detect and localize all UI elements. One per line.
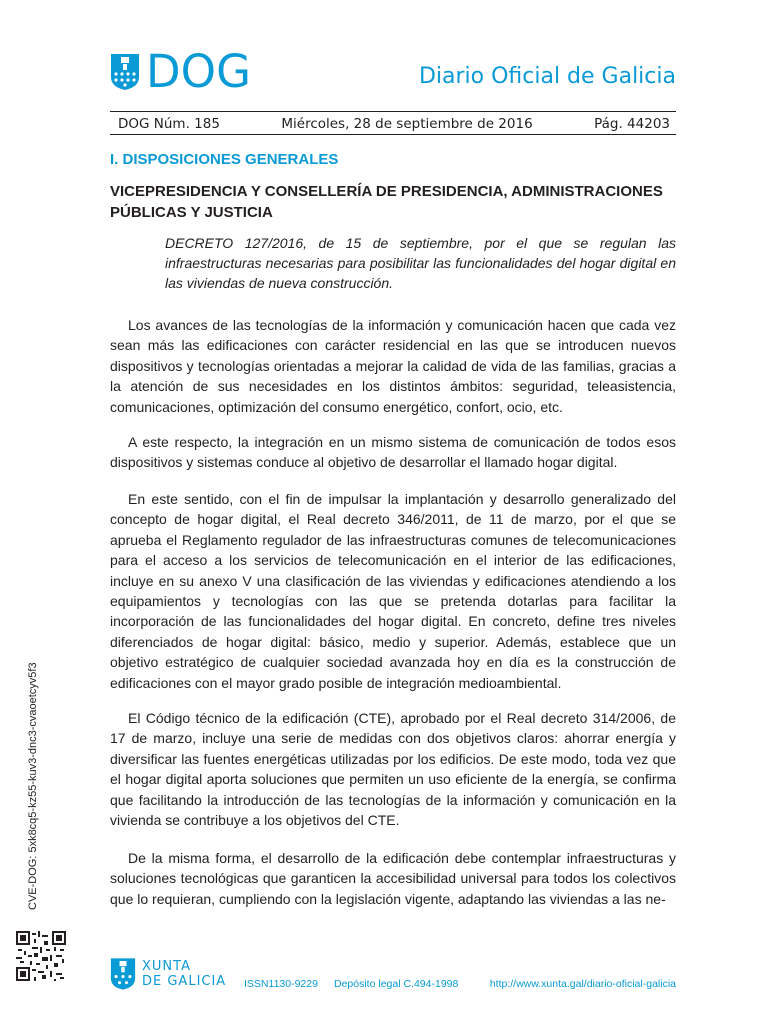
header-divider-bottom (110, 134, 676, 135)
legal-deposit: Depósito legal C.494-1998 (334, 978, 459, 990)
xunta-line-1: XUNTA (142, 959, 191, 974)
galicia-shield-icon (110, 53, 140, 91)
xunta-line-2: DE GALICIA (142, 974, 227, 989)
qr-code-icon (16, 931, 66, 981)
body-paragraph: A este respecto, la integración en un mismo sistema de comunicación de todos esos dispositivos y sistemas conduce al objetivo de desarrollar el llamado hogar digital. (110, 434, 676, 471)
brand-name: Diario Oficial de Galicia (418, 64, 676, 89)
xunta-logo (110, 956, 226, 992)
section-title: I. DISPOSICIONES GENERALES (110, 151, 339, 168)
header-divider-top (110, 111, 676, 112)
header-meta-row (118, 114, 670, 134)
issue-number: DOG Núm. 185 (118, 116, 220, 132)
body-paragraph: El Código técnico de la edificación (CTE), aprobado por el Real decreto 314/2006, de 17 de marzo, incluye una serie de medidas con dos objetivos claros: ahorrar energía y diversificar las fuentes energéticas utilizadas por los edificios. De este modo, toda vez que el hogar digital aporta soluciones que permiten un uso eficiente de la energía, se confirma que facilitando la introducción de las tecnologías de la información y comunicación en la vivienda se contribuye a los objetivos del CTE. (110, 710, 676, 829)
issue-date: Miércoles, 28 de septiembre de 2016 (281, 116, 533, 132)
xunta-shield-icon (110, 957, 136, 991)
page-number: Pág. 44203 (594, 116, 670, 132)
body-paragraph: En este sentido, con el fin de impulsar la implantación y desarrollo generalizado del concepto de hogar digital, el Real decreto 346/2011, de 11 de marzo, por el que se aprueba el Reglamento regulador de las infraestructuras comunes de telecomunicaciones para el acceso a los servicios de telecomunicación en el interior de las edificaciones, incluye en su anexo V una clasificación de las viviendas y edificaciones atendiendo a los equipamientos y tecnologías con las que se pretenda dotarlas para facilitar la incorporación de las funcionalidades del hogar digital. En concreto, define tres niveles diferenciados de hogar digital: básico, medio y superior. Además, establece que un objetivo estratégico de cualquier sociedad avanzada hoy en día es la construcción de edificaciones con el mayor grado posible de integración medioambiental. (110, 491, 676, 691)
footer-url-link[interactable]: http://www.xunta.gal/diario-oficial-galicia (489, 978, 676, 990)
cve-code: CVE-DOG: 5xk8cq5-kz55-kuv3-dnc3-cvaoetcyv5f3 (27, 662, 39, 910)
decree-title: DECRETO 127/2016, de 15 de septiembre, por el que se regulan las infraestructuras necesarias para posibilitar las funcionalidades del hogar digital en las viviendas de nueva construcción. (165, 235, 676, 291)
xunta-wordmark (142, 959, 226, 989)
dog-logo (110, 45, 251, 98)
body-paragraph: Los avances de las tecnologías de la información y comunicación hacen que cada vez sean más las edificaciones con carácter residencial en las que se introducen nuevos dispositivos y tecnologías orientadas a mejorar la calidad de vida de las familias, gracias a la atención de sus necesidades en los distintos ámbitos: seguridad, teleasistencia, comunicaciones, optimización del consumo energético, confort, ocio, etc. (110, 317, 676, 415)
body-paragraph: De la misma forma, el desarrollo de la edificación debe contemplar infraestructuras y soluciones tecnológicas que garanticen la accesibilidad universal para todos los colectivos que lo requieran, cumpliendo con la legislación vigente, adaptando las viviendas a las ne- (110, 850, 676, 907)
dog-logo-text: DOG (146, 45, 251, 98)
department-title: VICEPRESIDENCIA Y CONSELLERÍA DE PRESIDENCIA, ADMINISTRACIONES PÚBLICAS Y JUSTICIA (110, 183, 663, 221)
issn: ISSN1130-9229 (244, 978, 318, 990)
